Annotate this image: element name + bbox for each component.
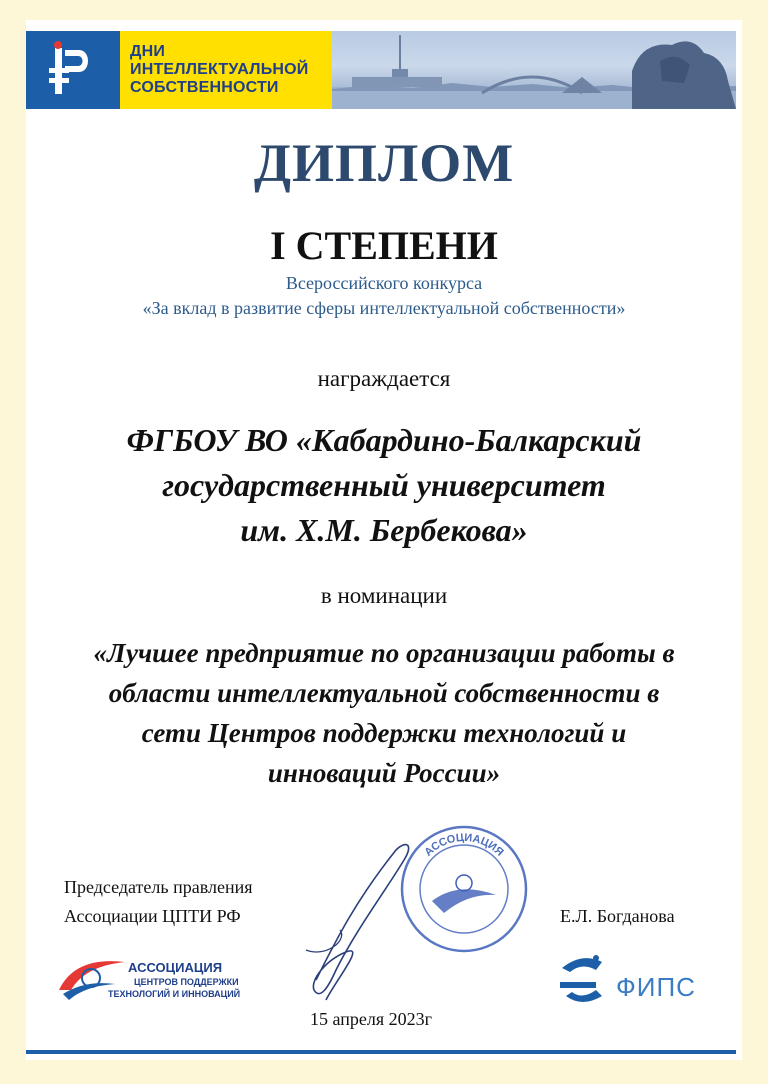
bottom-divider [26, 1050, 736, 1054]
nomination-label: в номинации [320, 583, 448, 608]
nomination-line-1: «Лучшее предприятие по организации работы в [93, 638, 675, 668]
recipient-line-2: государственный университет [162, 467, 606, 503]
association-logo-text-1: АССОЦИАЦИЯ [128, 960, 223, 975]
recipient-name [0, 418, 768, 553]
certificate-degree: I СТЕПЕНИ [270, 223, 498, 268]
ip-logo [26, 31, 120, 109]
ip-logo-icon [41, 38, 105, 102]
city-panorama-image [332, 31, 736, 109]
nomination-line-4: инноваций России» [267, 758, 501, 788]
nomination-line-2: области интеллектуальной собственности в [108, 678, 660, 708]
brand-line-1: ДНИ [130, 43, 166, 60]
award-date: 15 апреля 2023г [310, 1009, 433, 1029]
fips-logo-icon [556, 952, 608, 1008]
nomination-title [0, 633, 768, 793]
contest-name-line2: «За вклад в развитие сферы интеллектуальной собственности» [142, 298, 626, 318]
contest-name-line1: Всероссийского конкурса [285, 273, 483, 293]
certificate-title: ДИПЛОМ [253, 133, 515, 193]
chair-title-line2: Ассоциации ЦПТИ РФ [64, 906, 241, 926]
handwritten-signature [296, 830, 436, 1008]
brand-line-2: ИНТЕЛЛЕКТУАЛЬНОЙ [130, 61, 309, 78]
signer-name: Е.Л. Богданова [560, 906, 675, 926]
awarded-label: награждается [317, 366, 451, 391]
brand-text-block [120, 31, 332, 109]
chair-title-line1: Председатель правления [64, 877, 253, 897]
city-skyline-illustration [332, 31, 736, 109]
recipient-line-1: ФГБОУ ВО «Кабардино-Балкарский [126, 422, 642, 458]
nomination-line-3: сети Центров поддержки технологий и [141, 718, 627, 748]
stamp-text: АССОЦИАЦИЯ [422, 831, 506, 859]
association-logo-text-2: ЦЕНТРОВ ПОДДЕРЖКИ [134, 977, 239, 987]
association-logo-text-3: ТЕХНОЛОГИЙ И ИННОВАЦИЙ [108, 989, 241, 999]
fips-logo-text: ФИПС [616, 972, 696, 1002]
brand-line-3: СОБСТВЕННОСТИ [130, 79, 279, 96]
recipient-line-3: им. Х.М. Бербекова» [240, 512, 528, 548]
header-banner [26, 31, 736, 109]
